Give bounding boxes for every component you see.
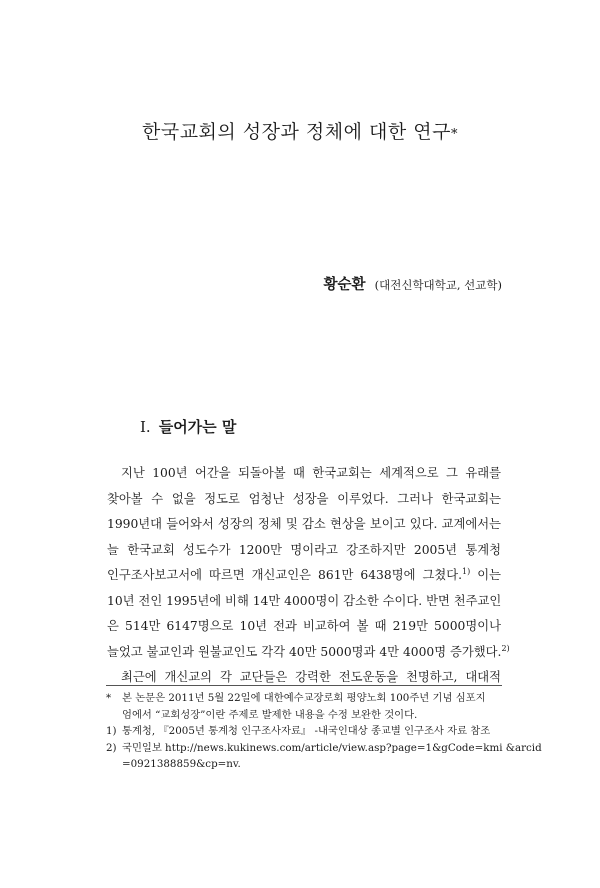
footnote-star <box>106 690 502 723</box>
author-line <box>324 273 503 294</box>
footnote-2 <box>106 740 542 773</box>
footnote-mark: * <box>106 692 112 704</box>
footnote-mark: 2) <box>106 741 117 754</box>
author-name: 황순환 <box>323 276 366 293</box>
body-line: 최근에 개신교의 각 교단들은 강력한 전도운동을 천명하고, 대대적 <box>121 670 501 684</box>
footnote-ref-1: 1) <box>462 566 471 576</box>
body-text <box>107 461 510 691</box>
footnote-text: 본 논문은 2011년 5월 22일에 대한예수교장로회 평양노회 100주년 기념 심포지 <box>122 692 486 704</box>
footnote-text: 국민일보 http://news.kukinews.com/article/view.asp?page=1&gCode=kmi &arcid <box>122 741 542 754</box>
footnote-mark: 1) <box>106 725 117 737</box>
author-affiliation: (대전신학대학교, 선교학) <box>374 278 502 292</box>
paper-title-text: 한국교회의 성장과 정체에 대한 연구 <box>142 121 451 143</box>
section-number: Ⅰ. <box>140 418 151 436</box>
body-line: 찾아볼 수 없을 정도로 엄청난 성장을 이루었다. 그러나 한국교회는 <box>107 491 501 506</box>
body-line: 늘 한국교회 성도수가 1200만 명이라고 강조하지만 2005년 통계청 <box>107 542 501 557</box>
footnote-ref-2: 2) <box>501 643 510 653</box>
title-footnote-mark: * <box>450 127 458 142</box>
body-line-text: 늘었고 불교인과 원불교인도 각각 40만 5000명과 4만 4000명 증가했다. <box>107 644 502 659</box>
body-line: 은 514만 6147명으로 10년 전과 비교하여 볼 때 219만 5000명이나 <box>107 619 501 633</box>
body-line <box>107 563 501 589</box>
body-line: 1990년대 들어와서 성장의 정체 및 감소 현상을 보이고 있다. 교계에서는 <box>107 517 501 531</box>
body-line: 지난 100년 어간을 되돌아볼 때 한국교회는 세계적으로 그 유래를 <box>121 466 501 480</box>
body-line: 10년 전인 1995년에 비해 14만 4000명이 감소한 수이다. 반면 천주교인 <box>107 593 502 608</box>
footnote-text-cont: =0921388859&cp=nv. <box>122 758 241 770</box>
body-line-text: 인구조사보고서에 따르면 개신교인은 861만 6438명에 그쳤다. <box>107 568 463 582</box>
footnote-1 <box>106 723 502 740</box>
footnote-text-cont: 엄에서 “교회성장”이란 주제로 발제한 내용을 수정 보완한 것이다. <box>122 708 418 721</box>
footnotes <box>106 685 542 773</box>
paper-title <box>0 117 600 144</box>
body-line-tail: 이는 <box>470 568 501 582</box>
section-title: 들어가는 말 <box>158 418 237 436</box>
footnote-text: 통계청, 『2005년 통계청 인구조사자료』 -내국인대상 종교별 인구조사 자료 참조 <box>122 725 491 737</box>
section-heading <box>140 416 236 437</box>
body-line <box>107 640 510 666</box>
